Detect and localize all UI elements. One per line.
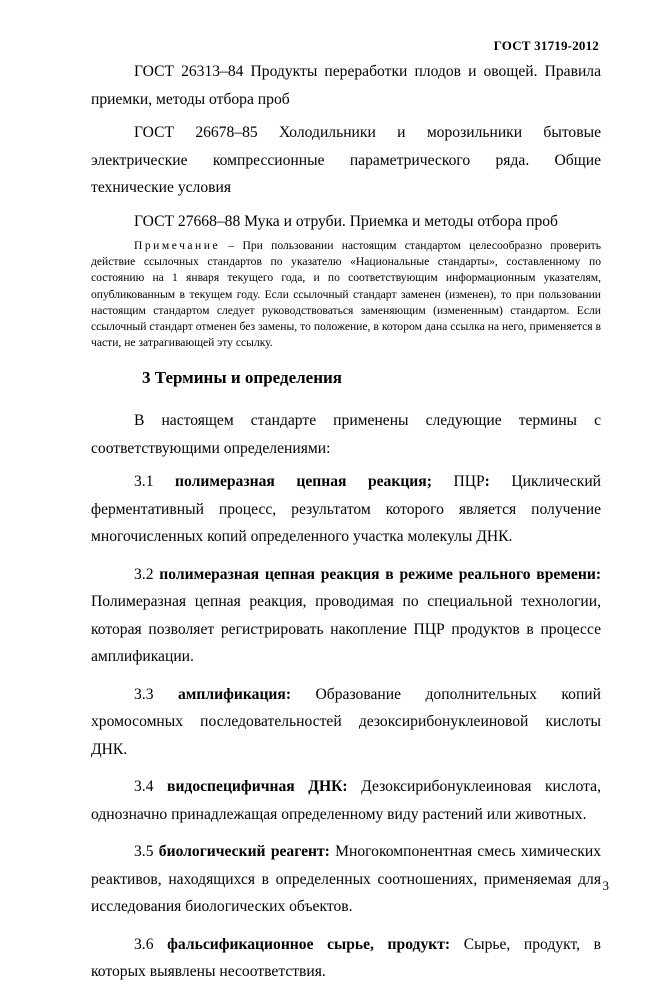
term-definition xyxy=(91,838,601,921)
term-colon: : xyxy=(484,473,490,491)
document-header: ГОСТ 31719-2012 xyxy=(493,38,599,53)
term-number: 3.5 xyxy=(134,843,159,861)
note-label: Примечание xyxy=(134,239,221,252)
term-name: полимеразная цепная реакция; xyxy=(175,473,432,491)
term-text: Дезоксирибонуклеиновая кислота, однозначно принадлежащая определенному виду растений или животных. xyxy=(91,778,602,823)
note-text: – При пользовании настоящим стандартом целесообразно проверить действие ссылочных стандартов по указателю «Национальные стандарты», составленному по состоянию на 1 января текущего года, и по соответствующим информационным указателям, опубликованным в текущем году. Если ссылочный стандарт заменен (изменен), то при пользовании настоящим стандартом следует руководствоваться заменяющим (измененным) стандартом. Если ссылочный стандарт отменен без замены, то положение, в котором дана ссылка на него, применяется в части, не затрагивающей эту ссылку. xyxy=(91,239,601,350)
term-text: Образование дополнительных копий хромосомных последовательностей дезоксирибонуклеиновой кислоты ДНК. xyxy=(91,685,601,758)
page-number: 3 xyxy=(602,878,609,893)
section-intro: В настоящем стандарте применены следующие термины с соответствующими определениями: xyxy=(91,412,601,457)
term-name: фальсификационное сырье, продукт: xyxy=(167,935,451,953)
page-body xyxy=(91,58,601,986)
term-definition xyxy=(91,681,601,764)
term-number: 3.3 xyxy=(134,685,178,703)
term-name: амплификация: xyxy=(177,685,292,703)
term-definition xyxy=(91,561,601,671)
term-name: биологический реагент: xyxy=(158,843,330,861)
term-number: 3.1 xyxy=(134,473,176,491)
section-heading: 3 Термины и определения xyxy=(142,368,343,388)
reference-item: ГОСТ 27668–88 Мука и отруби. Приемка и методы отбора проб xyxy=(134,212,558,230)
term-definition xyxy=(91,773,601,828)
term-text: Многокомпонентная смесь химических реактивов, находящихся в определенных соотношениях, применяемая для исследования биологических объектов. xyxy=(91,843,601,916)
term-text: Полимеразная цепная реакция, проводимая по специальной технологии, которая позволяет регистрировать накопление ПЦР продуктов в процессе амплификации. xyxy=(91,593,601,666)
reference-item: ГОСТ 26313–84 Продукты переработки плодов и овощей. Правила приемки, методы отбора проб xyxy=(91,63,601,108)
term-text: Циклический ферментативный процесс, результатом которого является получение многочисленных копий определенного участка молекулы ДНК. xyxy=(91,473,602,546)
term-text: Сырье, продукт, в которых выявлены несоответствия. xyxy=(91,935,602,981)
term-number: 3.2 xyxy=(134,565,160,583)
term-name: полимеразная цепная реакция в режиме реального времени: xyxy=(159,565,602,583)
note-paragraph xyxy=(91,238,601,351)
term-number: 3.4 xyxy=(134,778,168,796)
term-abbreviation: ПЦР xyxy=(431,473,485,491)
term-definition xyxy=(91,468,601,551)
reference-item: ГОСТ 26678–85 Холодильники и морозильники бытовые электрические компрессионные параметрического ряда. Общие технические условия xyxy=(91,124,601,196)
term-name: видоспецифичная ДНК: xyxy=(167,778,348,796)
term-number: 3.6 xyxy=(134,935,168,953)
term-definition xyxy=(91,931,601,986)
